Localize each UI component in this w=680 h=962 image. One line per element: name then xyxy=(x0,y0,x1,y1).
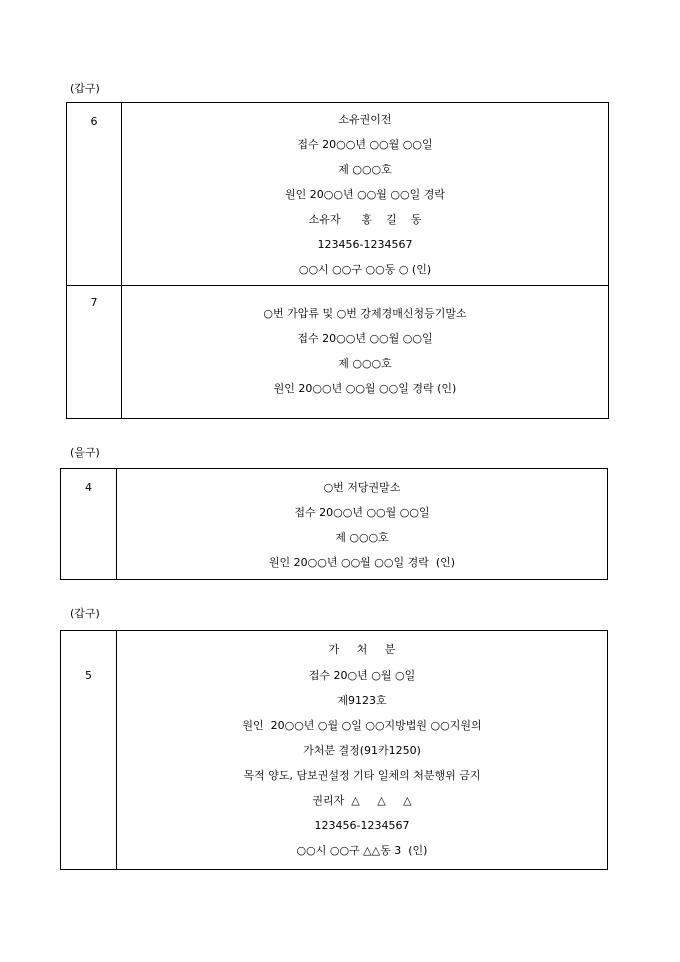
entry-line: 소유자 홍 길 동 xyxy=(308,213,422,226)
rank-number: 5 xyxy=(85,669,92,682)
entry-line: 123456-1234567 xyxy=(314,819,410,832)
rank-number-cell xyxy=(67,286,122,419)
entry-line: 소유권이전 xyxy=(338,113,392,126)
entry-line: ○○시 ○○구 △△동 3 (인) xyxy=(296,844,428,857)
register-table xyxy=(60,468,608,580)
entry-line: 원인 20○○년 ○월 ○일 ○○지방법원 ○○지원의 xyxy=(242,719,482,732)
entry-line: 원인 20○○년 ○○월 ○○일 경락 (인) xyxy=(273,382,457,395)
entry-line: 권리자 △ △ △ xyxy=(312,794,412,807)
entry-line: 접수 20○○년 ○○월 ○○일 xyxy=(294,506,430,519)
entry-line: 목적 양도, 담보권설정 기타 일체의 처분행위 금지 xyxy=(243,769,481,782)
entry-line: 제 ○○○호 xyxy=(338,163,392,176)
rank-number-cell xyxy=(61,631,117,870)
table-row xyxy=(67,286,609,419)
entry-line: 제9123호 xyxy=(337,694,387,707)
rank-number: 4 xyxy=(85,481,92,494)
entry-content-cell xyxy=(117,631,608,870)
section-heading: (갑구) xyxy=(70,607,100,620)
entry-line: 접수 20○○년 ○○월 ○○일 xyxy=(297,138,433,151)
table-row xyxy=(61,469,608,580)
entry-line: 제 ○○○호 xyxy=(338,357,392,370)
section-heading: (을구) xyxy=(70,446,100,459)
rank-number: 6 xyxy=(90,115,98,128)
table-row xyxy=(61,631,608,870)
entry-line: 접수 20○년 ○월 ○일 xyxy=(308,669,416,682)
entry-content-cell xyxy=(122,286,609,419)
entry-line: 123456-1234567 xyxy=(317,238,413,251)
table-row xyxy=(67,103,609,286)
entry-line: 가처분 결정(91카1250) xyxy=(303,744,421,757)
entry-line: 제 ○○○호 xyxy=(335,531,389,544)
entry-line: 원인 20○○년 ○○월 ○○일 경락 (인) xyxy=(268,556,456,569)
section-heading: (갑구) xyxy=(70,82,100,95)
register-table xyxy=(66,102,609,419)
entry-content-cell xyxy=(122,103,609,286)
entry-line: 원인 20○○년 ○○월 ○○일 경락 xyxy=(285,188,445,201)
entry-content-cell xyxy=(117,469,608,580)
entry-line: ○○시 ○○구 ○○동 ○ (인) xyxy=(298,263,432,276)
entry-line: 가 처 분 xyxy=(328,643,396,656)
rank-number-cell xyxy=(67,103,122,286)
register-table xyxy=(60,630,608,870)
rank-number: 7 xyxy=(90,296,98,309)
rank-number-cell xyxy=(61,469,117,580)
entry-line: ○번 저당권말소 xyxy=(323,481,401,494)
entry-line: ○번 가압류 및 ○번 강제경매신청등기말소 xyxy=(263,307,467,320)
entry-line: 접수 20○○년 ○○월 ○○일 xyxy=(297,332,433,345)
